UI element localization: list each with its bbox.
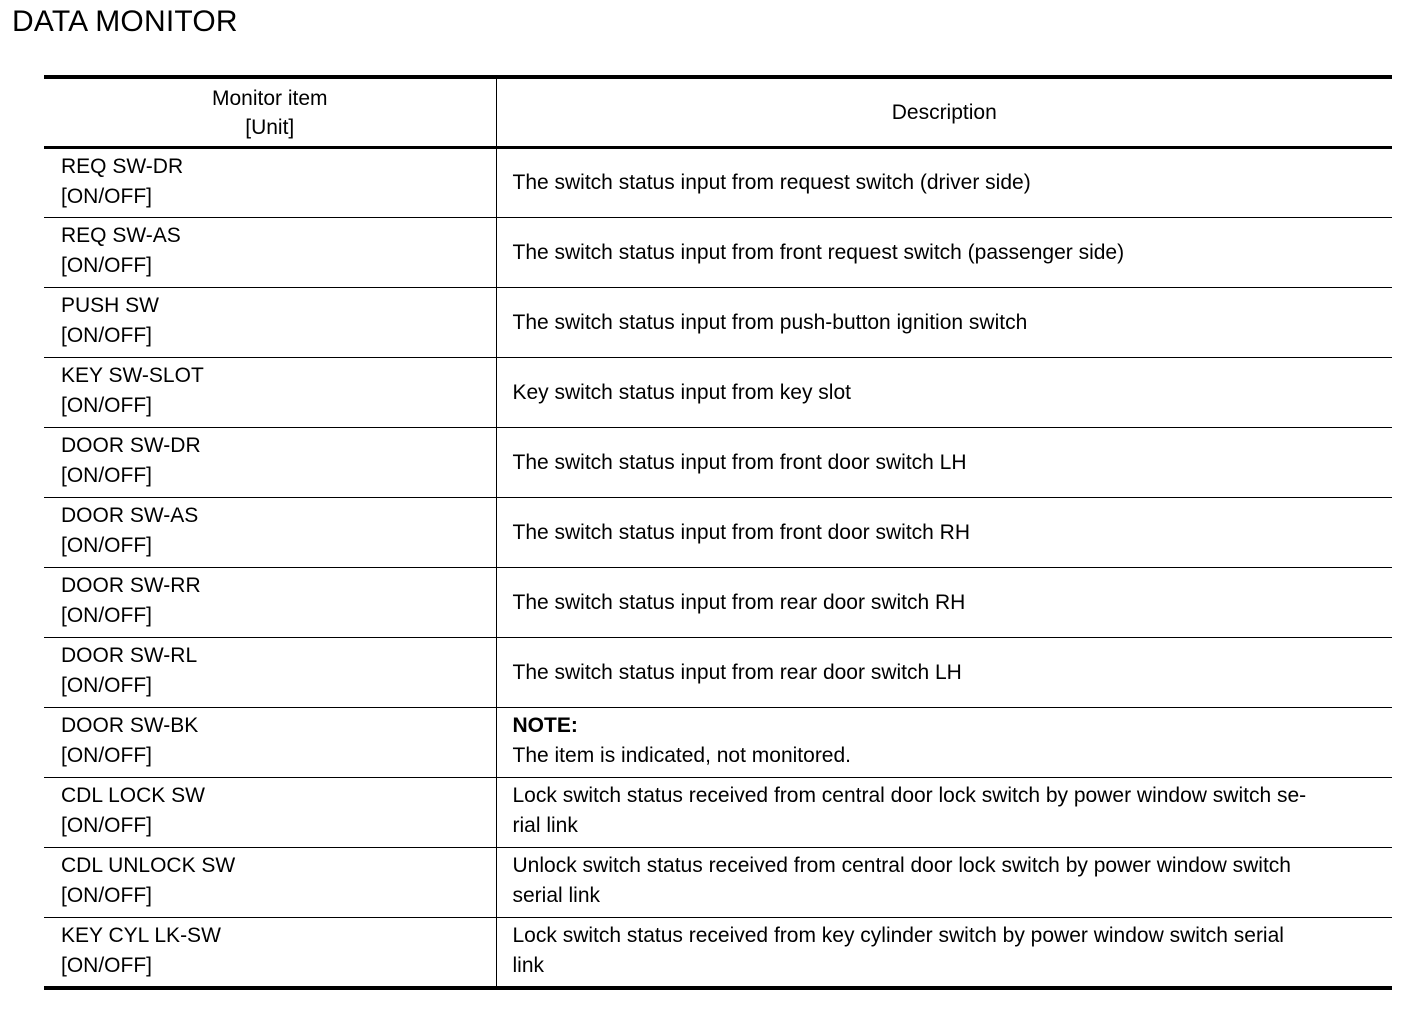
monitor-item-cell: [44, 848, 496, 918]
description-cell: [496, 918, 1392, 988]
monitor-item-unit: [ON/OFF]: [61, 394, 152, 417]
description-cell: The switch status input from push-button ignition switch: [496, 288, 1392, 358]
page-title: DATA MONITOR: [12, 5, 238, 38]
description-line: rial link: [512, 814, 578, 837]
table-row: [44, 288, 1392, 358]
description-line: Lock switch status received from key cylinder switch by power window switch serial: [512, 924, 1284, 947]
description-line: Unlock switch status received from central door lock switch by power window switch: [512, 854, 1291, 877]
monitor-item-unit: [ON/OFF]: [61, 464, 152, 487]
monitor-item-name: CDL UNLOCK SW: [61, 854, 236, 877]
description-cell: The switch status input from request switch (driver side): [512, 171, 1031, 194]
monitor-item-unit: [ON/OFF]: [61, 674, 152, 697]
header-monitor-item-label: Monitor item: [211, 86, 328, 110]
description-cell: The switch status input from rear door switch RH: [496, 568, 1392, 638]
monitor-item-cell: [44, 148, 496, 218]
monitor-item-name: REQ SW-AS: [61, 224, 181, 247]
monitor-item-unit: [ON/OFF]: [61, 604, 152, 627]
description-line: link: [512, 954, 545, 977]
monitor-item-name: DOOR SW-BK: [61, 714, 199, 737]
table-row: [44, 848, 1392, 918]
description-line: Lock switch status received from central door lock switch by power window switch se-: [512, 784, 1307, 807]
monitor-item-cell: [44, 288, 496, 358]
table-row: [44, 778, 1392, 848]
description-cell: The switch status input from front door switch RH: [496, 498, 1392, 568]
monitor-item-name: PUSH SW: [61, 294, 160, 317]
monitor-item-name: KEY SW-SLOT: [61, 364, 204, 387]
note-text: The item is indicated, not monitored.: [512, 744, 852, 767]
table-row: [44, 218, 1392, 288]
monitor-item-unit: [ON/OFF]: [61, 954, 152, 977]
monitor-item-cell: [44, 568, 496, 638]
monitor-item-unit: [ON/OFF]: [61, 744, 152, 767]
monitor-item-unit: [ON/OFF]: [61, 534, 152, 557]
description-cell: [496, 708, 1392, 778]
table-row: [44, 568, 1392, 638]
description-cell: The switch status input from front request switch (passenger side): [496, 218, 1392, 288]
monitor-item-cell: [44, 218, 496, 288]
description-cell: Key switch status input from key slot: [496, 358, 1392, 428]
monitor-item-unit: [ON/OFF]: [61, 814, 152, 837]
monitor-item-cell: [44, 428, 496, 498]
table-row: [44, 918, 1392, 988]
monitor-item-cell: [44, 358, 496, 428]
description-cell: [496, 778, 1392, 848]
table-row: [44, 638, 1392, 708]
monitor-item-cell: [44, 708, 496, 778]
monitor-item-unit: [ON/OFF]: [61, 185, 152, 208]
header-monitor-item: [44, 77, 496, 148]
monitor-item-unit: [ON/OFF]: [61, 254, 152, 277]
monitor-item-unit: [ON/OFF]: [61, 884, 152, 907]
monitor-item-name: DOOR SW-RR: [61, 574, 201, 597]
description-line: serial link: [512, 884, 601, 907]
monitor-item-unit: [ON/OFF]: [61, 324, 152, 347]
monitor-item-cell: [44, 638, 496, 708]
monitor-item-name: REQ SW-DR: [61, 155, 184, 178]
monitor-item-cell: [44, 498, 496, 568]
monitor-item-name: KEY CYL LK-SW: [61, 924, 221, 947]
description-cell: The switch status input from rear door switch LH: [496, 638, 1392, 708]
table-row: [44, 498, 1392, 568]
note-label: NOTE:: [512, 714, 578, 737]
monitor-item-name: DOOR SW-AS: [61, 504, 199, 527]
table-row: [44, 708, 1392, 778]
monitor-item-name: CDL LOCK SW: [61, 784, 205, 807]
description-cell: The switch status input from front door switch LH: [496, 428, 1392, 498]
table-row: [44, 358, 1392, 428]
table-row: [44, 148, 1392, 218]
monitor-item-name: DOOR SW-DR: [61, 434, 201, 457]
table-header-row: [44, 77, 1392, 148]
monitor-item-cell: [44, 778, 496, 848]
table-row: [44, 428, 1392, 498]
description-cell: [496, 848, 1392, 918]
monitor-item-cell: [44, 918, 496, 988]
data-monitor-table: [44, 75, 1392, 990]
header-description: Description: [496, 77, 1392, 148]
monitor-item-name: DOOR SW-RL: [61, 644, 198, 667]
header-unit-label: [Unit]: [245, 115, 295, 139]
